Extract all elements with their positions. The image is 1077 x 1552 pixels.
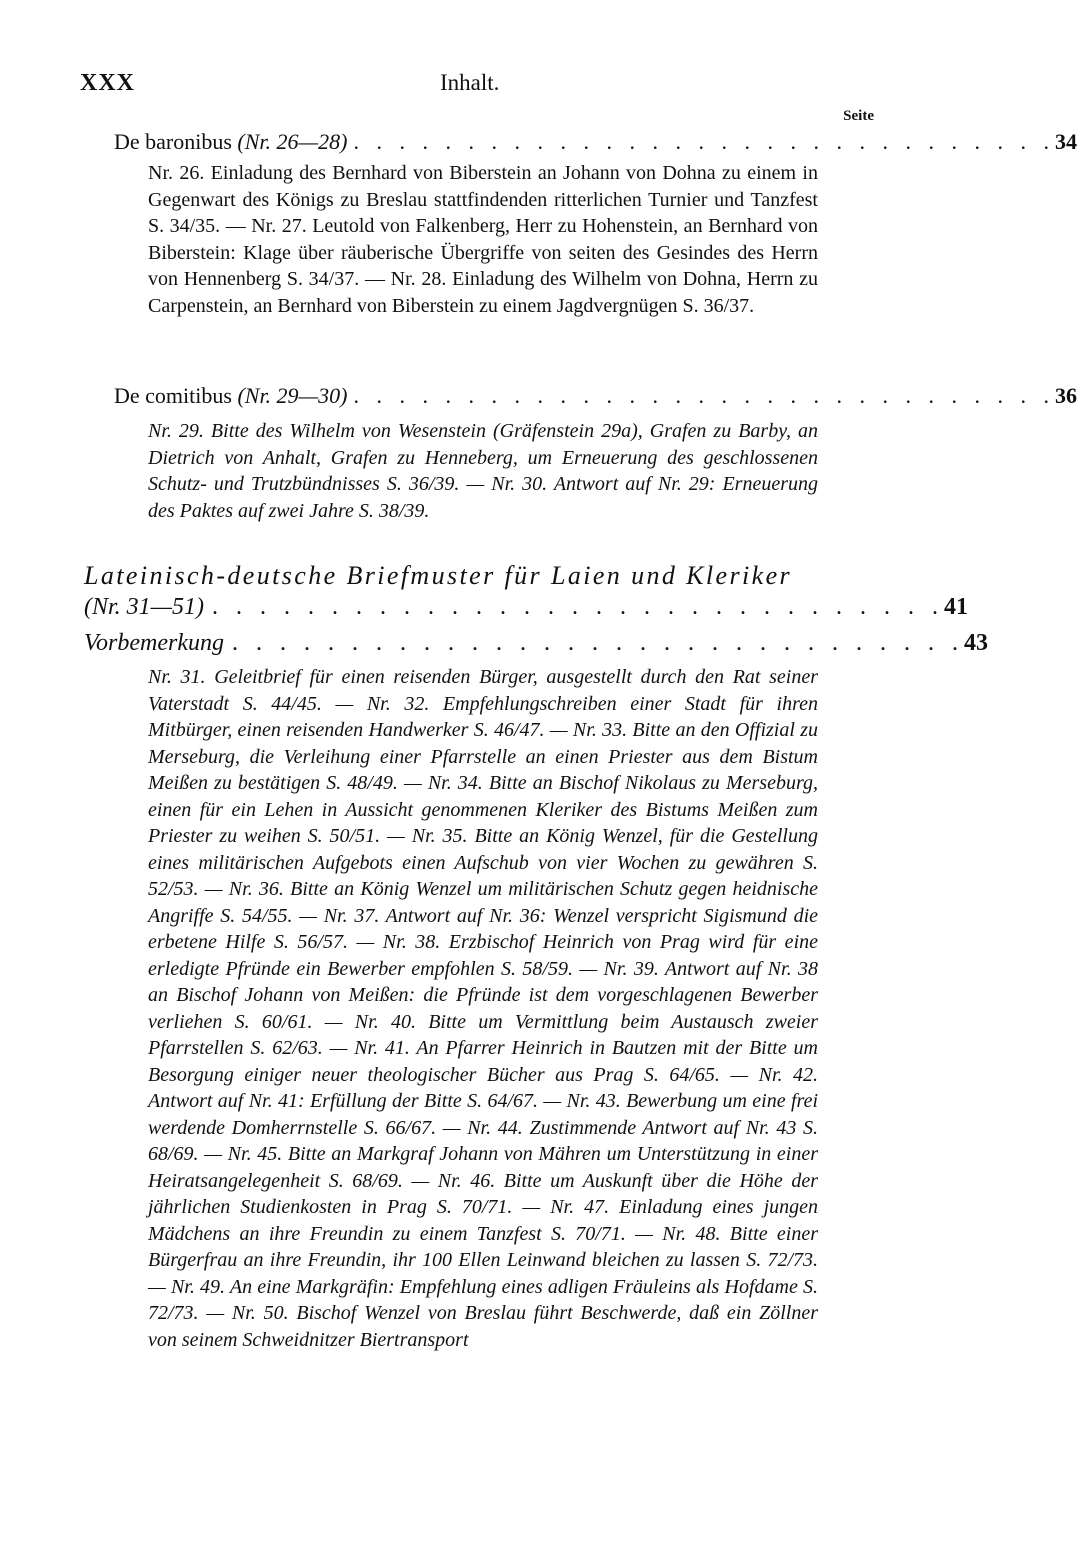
section-range: (Nr. 31—51)	[84, 594, 205, 620]
entry-title: De baronibus (Nr. 26—28)	[114, 129, 348, 154]
preface-page: 43	[963, 630, 988, 656]
section-description: Nr. 31. Geleitbrief für einen reisenden Bürger, ausgestellt durch den Rat seiner Vaterstadt S. 44/45. — Nr. 32. Empfehlungschreiben einer Stadt für ihren Mitbürger, einen reisenden Handwerker S. 46/47. — Nr. 33. Bitte an den Offizial zu Merseburg, die Verleihung einer Pfarrstelle an einen Priester aus dem Bistum Meißen zu bestätigen S. 48/49. — Nr. 34. Bitte an Bischof Nikolaus zu Merseburg, einen für ein Lehen in Aussicht genommenen Kleriker des Bistums Meißen zum Priester zu weihen S. 50/51. — Nr. 35. Bitte an König Wenzel, für die Gestellung eines militärischen Aufgebots einen Aufschub von vier Wochen zu gewähren S. 52/53. — Nr. 36. Bitte an König Wenzel um militärischen Schutz gegen heidnische Angriffe S. 54/55. — Nr. 37. Antwort auf Nr. 36: Wenzel verspricht Sigismund die erbetene Hilfe S. 56/57. — Nr. 38. Erzbischof Heinrich von Prag wird für eine erledigte Pfründe ein Bewerber empfohlen S. 58/59. — Nr. 39. Antwort auf Nr. 38 an Bischof Johann von Meißen: die Pfründe ist dem vorgeschlagenen Bewerber verliehen S. 60/61. — Nr. 40. Bitte um Vermittlung beim Austausch zweier Pfarrstellen S. 62/63. — Nr. 41. An Pfarrer Heinrich in Bautzen mit der Bitte um Besorgung einiger neuer theologischer Bücher aus Prag S. 64/65. — Nr. 42. Antwort auf Nr. 41: Erfüllung der Bitte S. 64/67. — Nr. 43. Bewerbung um eine frei werdende Domherrnstelle S. 66/67. — Nr. 44. Zustimmende Antwort auf Nr. 43 S. 68/69. — Nr. 45. Bitte an Markgraf Johann von Mähren um Unterstützung in einer Heiratsangelegenheit S. 68/69. — Nr. 46. Bitte um Auskunft über die Höhe der jährlichen Studienkosten in Prag S. 70/71. — Nr. 47. Einladung eines jungen Mädchens an ihre Freundin zu einem Tanzfest S. 70/71. — Nr. 48. Bitte einer Bürgerfrau an ihre Freundin, ihr 100 Ellen Leinwand bleichen zu lassen S. 72/73. — Nr. 49. An eine Markgräfin: Empfehlung eines adligen Fräuleins als Hofdame S. 72/73. — Nr. 50. Bischof Wenzel von Breslau führt Beschwerde, daß ein Zöllner von seinem Schweidnitzer Biertransport	[148, 666, 818, 1351]
toc-entry-de-comitibus	[114, 382, 1077, 410]
section-range-page: 41	[944, 594, 969, 620]
dot-leader: . . . . . . . . . . . . . . . . . . . . . . . . . . . . . . .	[353, 383, 1055, 408]
column-label: Seite	[843, 108, 874, 124]
dot-leader: . . . . . . . . . . . . . . . . . . . . . . . . . . . . . . .	[212, 594, 945, 620]
dot-leader: . . . . . . . . . . . . . . . . . . . . . . . . . . . . . . .	[353, 129, 1055, 154]
entry-title: De comitibus (Nr. 29—30)	[114, 383, 348, 408]
entry-description: Nr. 26. Einladung des Bernhard von Biberstein an Johann von Dohna zu einem in Gegenwart des Königs zu Breslau stattfindenden ritterlichen Turnier und Tanzfest S. 34/35. — Nr. 27. Leutold von Falkenberg, Herr zu Hohenstein, an Bernhard von Biberstein: Klage über räuberische Übergriffe von seiten des Gesindes des Herrn von Hennenberg S. 34/37. — Nr. 28. Einladung des Wilhelm von Dohna, Herrn zu Carpenstein, an Bernhard von Biberstein zu einem Jagdvergnügen S. 36/37.	[148, 162, 818, 317]
entry-page: 34	[1054, 129, 1077, 154]
preface-entry	[84, 628, 988, 658]
page-number: XXX	[80, 70, 135, 96]
preface-title: Vorbemerkung	[84, 630, 224, 656]
dot-leader: . . . . . . . . . . . . . . . . . . . . . . . . . . . . . . .	[231, 630, 964, 656]
toc-entry-de-baronibus	[114, 128, 1077, 156]
entry-description: Nr. 29. Bitte des Wilhelm von Wesenstein (Gräfenstein 29a), Grafen zu Barby, an Dietrich von Anhalt, Grafen zu Henneberg, um Erneuerung des geschlossenen Schutz- und Trutzbündnisses S. 36/39. — Nr. 30. Antwort auf Nr. 29: Erneuerung des Paktes auf zwei Jahre S. 38/39.	[148, 420, 818, 522]
section-range-entry	[84, 592, 969, 622]
running-title: Inhalt.	[440, 70, 500, 95]
section-heading: Lateinisch-deutsche Briefmuster für Laien und Kleriker	[84, 561, 793, 590]
entry-page: 36	[1054, 383, 1077, 408]
